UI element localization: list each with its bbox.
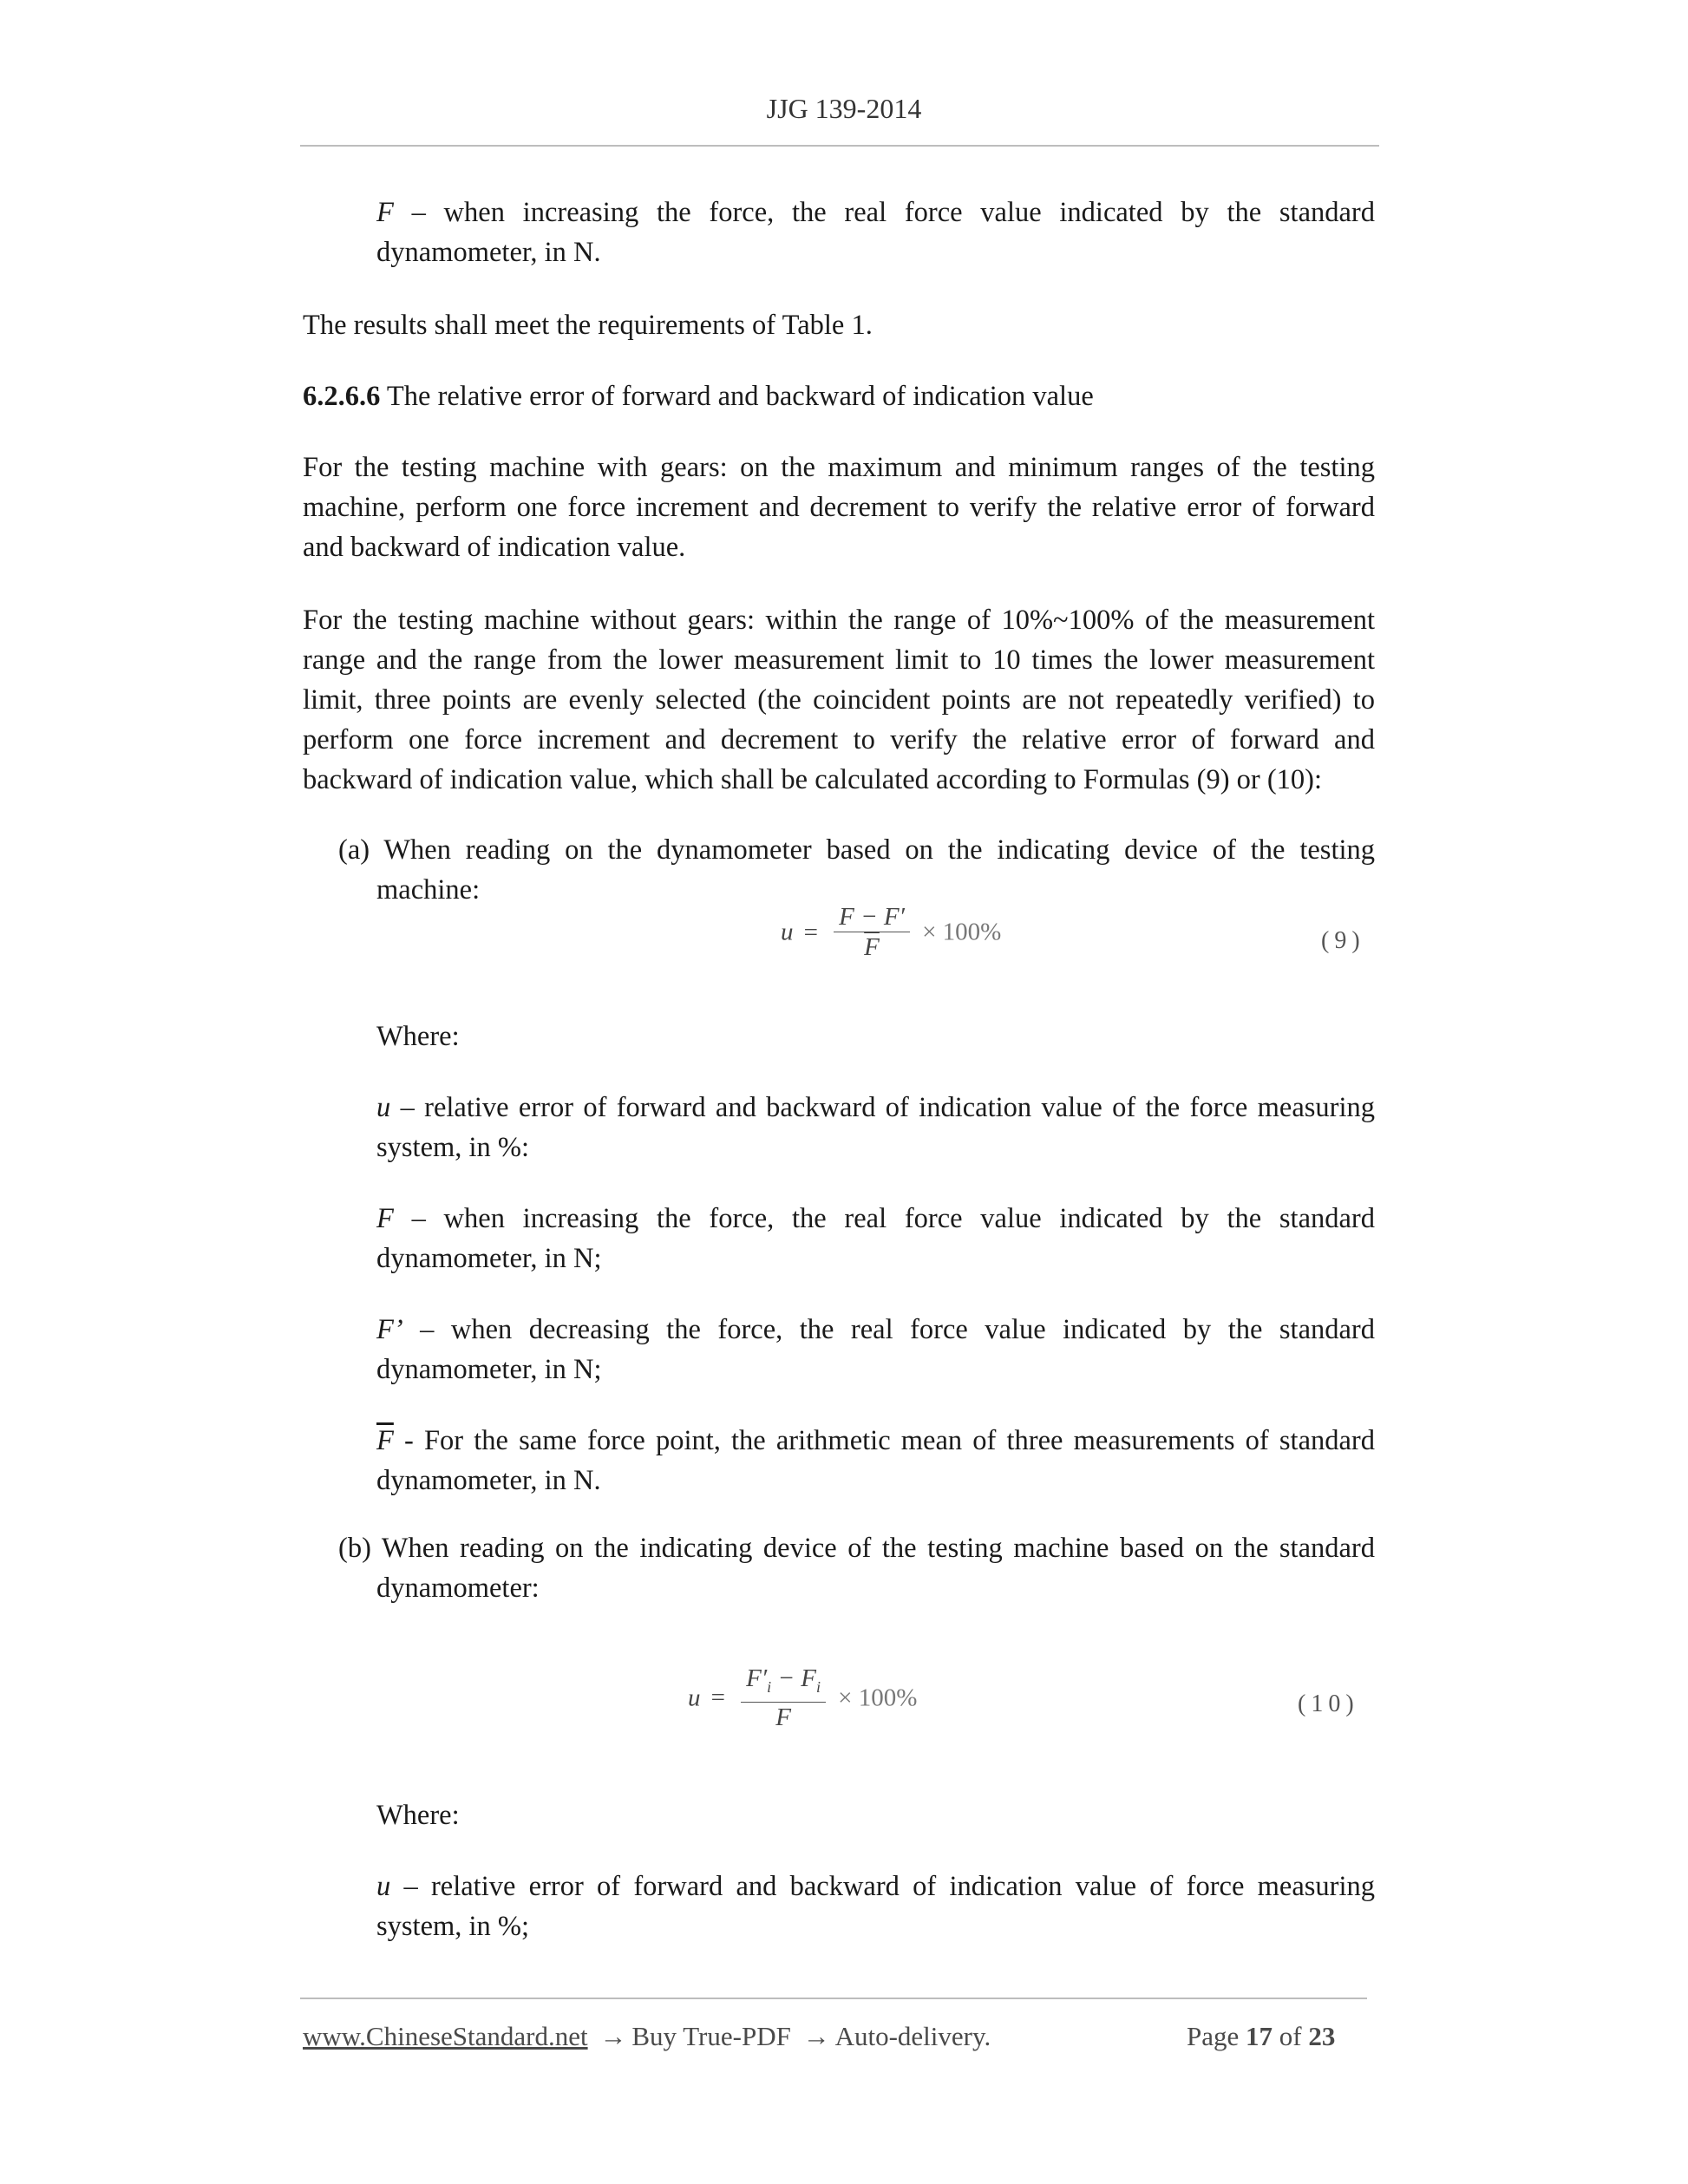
item-b: (b) When reading on the indicating device of the testing machine based on the standard dynamometer: [338, 1533, 1375, 1604]
website-link[interactable]: www.ChineseStandard.net [303, 2021, 588, 2051]
formula-9-equals: = [803, 918, 818, 946]
page-label: Page [1187, 2021, 1240, 2051]
section-number: 6.2.6.6 [303, 381, 381, 412]
formula-10-term-a: F′ [746, 1664, 768, 1692]
formula-10-minus: − [771, 1664, 801, 1692]
item-a: (a) When reading on the dynamometer based on the indicating device of the testing machine: [338, 834, 1375, 906]
auto-delivery-text: Auto-delivery. [834, 2021, 991, 2051]
arrow-right-icon: → [599, 2021, 627, 2051]
section-title: The relative error of forward and backward of indication value [380, 381, 1094, 412]
formula-10-lhs: u [688, 1684, 701, 1712]
page-header-title: JJG 139-2014 [766, 93, 922, 124]
formula-10-numerator [741, 1664, 826, 1703]
formula-10 [688, 1664, 917, 1732]
buy-true-pdf-text: Buy True-PDF [631, 2021, 791, 2051]
definition-text: – when increasing the force, the real force value indicated by the standard dynamometer, in N; [376, 1203, 1375, 1274]
formula-10-sub-b: i [815, 1677, 821, 1696]
page-number [1187, 2017, 1335, 2056]
definition-text: – when increasing the force, the real force value indicated by the standard dynamometer, in N. [376, 197, 1375, 268]
definition-f-decreasing [376, 1310, 1375, 1390]
definition-text: - For the same force point, the arithmetic mean of three measurements of standard dynamometer, in N. [376, 1425, 1375, 1496]
footer-links [303, 2017, 991, 2056]
variable-symbol: F’ [376, 1314, 403, 1345]
current-page: 17 [1246, 2021, 1273, 2051]
formula-9-fraction [834, 902, 910, 962]
total-pages: 23 [1308, 2021, 1336, 2051]
arrow-right-icon: → [802, 2021, 830, 2051]
formula-9 [781, 902, 1001, 962]
definition-text: – relative error of forward and backward of indication value of the force measuring system, in %: [376, 1092, 1375, 1163]
of-label: of [1279, 2021, 1302, 2051]
definition-text: – when decreasing the force, the real force value indicated by the standard dynamometer, in N; [376, 1314, 1375, 1385]
formula-9-numerator: F − F′ [834, 902, 910, 932]
formula-9-lhs: u [781, 918, 794, 946]
variable-symbol: F [376, 1203, 394, 1234]
definition-f-mean [376, 1421, 1375, 1501]
variable-symbol: $\overline{F}$ [376, 1425, 394, 1456]
no-gears-paragraph: For the testing machine without gears: within the range of 10%~100% of the measurement range and the range from the lower measurement limit to 10 times the lower measurement limit, three points are evenly selected (the coincident points are not repeatedly verified) to perform one force increment and decrement to verify the relative error of forward and backward of indication value, which shall be calculated according to Formulas (9) or (10): [303, 605, 1375, 795]
definition-text: – relative error of forward and backward of indication value of force measuring system, in %; [376, 1871, 1375, 1942]
definition-u-2 [376, 1867, 1375, 1946]
formula-10-denominator: F [775, 1703, 791, 1731]
formula-10-equals: = [710, 1684, 725, 1712]
definition-f-increasing [376, 193, 1375, 272]
footer-divider [300, 1998, 1367, 1999]
definition-f-increasing-2 [376, 1199, 1375, 1278]
formula-10-sub-a: i [767, 1677, 772, 1696]
formula-9-percent: × 100% [922, 918, 1002, 946]
formula-10-number: (10) [1298, 1690, 1359, 1717]
formula-10-term-b: F [801, 1664, 816, 1692]
formula-9-number: (9) [1321, 927, 1365, 954]
header-divider [300, 145, 1379, 147]
gears-paragraph: For the testing machine with gears: on the maximum and minimum ranges of the testing machine, perform one force increment and decrement to verify the relative error of forward and backward of indication value. [303, 452, 1375, 563]
definition-u-1 [376, 1088, 1375, 1167]
variable-symbol: u [376, 1092, 391, 1123]
variable-symbol: u [376, 1871, 391, 1902]
formula-10-percent: × 100% [838, 1684, 918, 1712]
variable-symbol: F [376, 197, 394, 228]
results-requirement-paragraph: The results shall meet the requirements of Table 1. [303, 310, 873, 341]
section-heading [303, 376, 1375, 416]
where-label-2: Where: [376, 1800, 460, 1831]
formula-10-fraction [741, 1664, 826, 1732]
formula-9-denominator: F [864, 933, 880, 961]
where-label-1: Where: [376, 1021, 460, 1052]
